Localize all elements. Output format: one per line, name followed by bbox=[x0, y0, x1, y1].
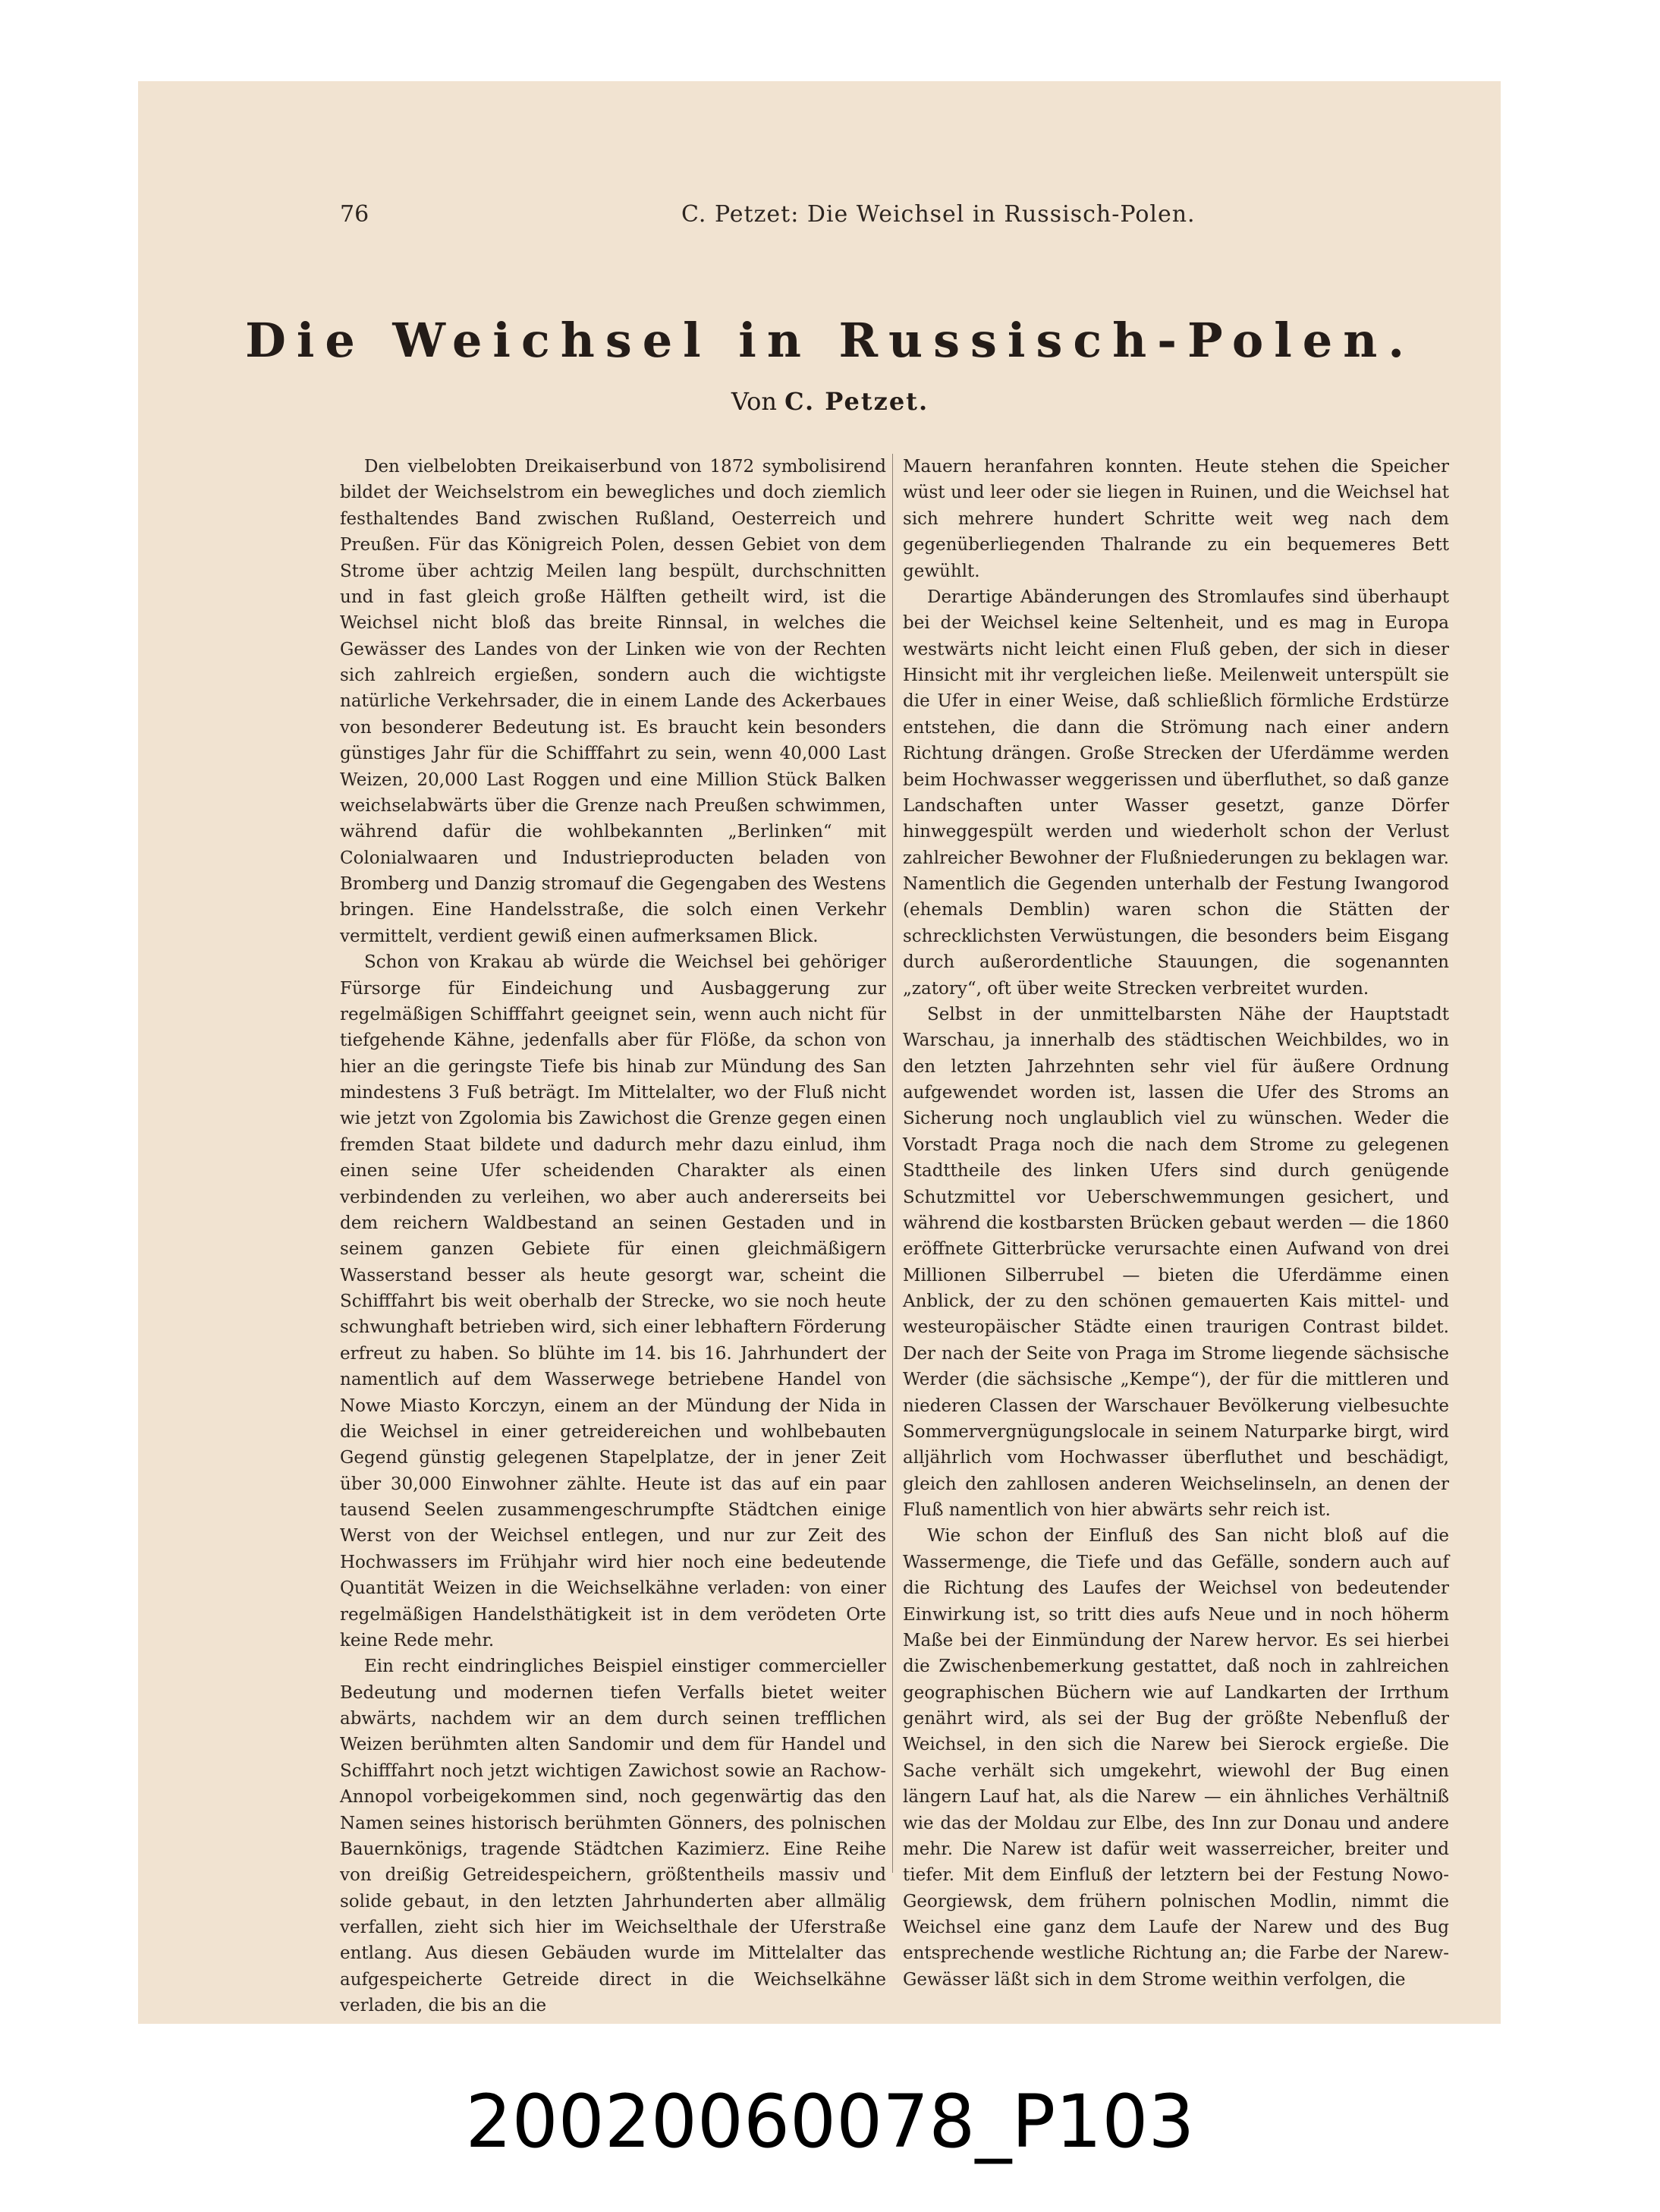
paragraph: Den vielbelobten Dreikaiserbund von 1872 symbolisirend bildet der Weichselstrom ein bewegliches und doch ziemlich festhaltendes Band zwischen Rußland, Oesterreich und Preußen. Für das Königreich Polen, dessen Gebiet von dem Strome über achtzig Meilen lang bespült, durchschnitten und in fast gleich große Hälften getheilt wird, ist die Weichsel nicht bloß das breite Rinnsal, in welches die Gewässer des Landes von der Linken wie von der Rechten sich zahlreich ergießen, sondern auch die wichtigste natürliche Verkehrsader, die in einem Lande des Ackerbaues von besonderer Bedeutung ist. Es braucht kein besonders günstiges Jahr für die Schifffahrt zu sein, wenn 40,000 Last Weizen, 20,000 Last Roggen und eine Million Stück Balken weichselabwärts über die Grenze nach Preußen schwimmen, während dafür die wohlbekannten „Berlinken“ mit Colonialwaaren und Industrieproducten beladen von Bromberg und Danzig stromauf die Gegengaben des Westens bringen. Eine Handelsstraße, die solch einen Verkehr vermittelt, verdient gewiß einen aufmerksamen Blick. bbox=[340, 457, 886, 946]
column-divider bbox=[892, 454, 893, 1873]
page-number: 76 bbox=[340, 201, 369, 228]
paragraph: Derartige Abänderungen des Stromlaufes sind überhaupt bei der Weichsel keine Seltenheit, und es mag in Europa westwärts nicht leicht einen Fluß geben, der sich in dieser Hinsicht mit ihr vergleichen ließe. Meilenweit unterspült sie die Ufer in einer Weise, daß schließlich förmliche Erdstürze entstehen, die dann die Strömung nach einer andern Richtung drängen. Große Strecken der Uferdämme werden beim Hochwasser weggerissen und überfluthet, so daß ganze Landschaften unter Wasser gesetzt, ganze Dörfer hinweggespült werden und wiederholt schon der Verlust zahlreicher Bewohner der Flußniederungen zu beklagen war. Namentlich die Gegenden unterhalb der Festung Iwangorod (ehemals Demblin) waren schon die Stätten der schrecklichsten Verwüstungen, die besonders beim Eisgang durch außerordentliche Stauungen, die sogenannten „zatory“, oft über weite Strecken verbreitet wurden. bbox=[903, 587, 1449, 999]
right-column bbox=[903, 454, 1449, 1990]
paragraph: Mauern heranfahren konnten. Heute stehen die Speicher wüst und leer oder sie liegen in Ruinen, und die Weichsel hat sich mehrere hundert Schritte weit weg nach dem gegenüberliegenden Thalrande zu ein bequemeres Bett gewühlt. bbox=[903, 457, 1449, 581]
paragraph: Schon von Krakau ab würde die Weichsel bei gehöriger Fürsorge für Eindeichung und Ausbaggerung zur regelmäßigen Schifffahrt geeignet sein, wenn auch nicht für tiefgehende Kähne, jedenfalls aber für Flöße, da schon von hier an die geringste Tiefe bis hinab zur Mündung des San mindestens 3 Fuß beträgt. Im Mittelalter, wo der Fluß nicht wie jetzt von Zgolomia bis Zawichost die Grenze gegen einen fremden Staat bildete und dadurch mehr dazu einlud, ihm einen seine Ufer scheidenden Charakter als einen verbindenden zu verleihen, wo aber auch andererseits bei dem reichern Waldbestand an seinen Gestaden und in seinem ganzen Gebiete für einen gleichmäßigern Wasserstand besser als heute gesorgt war, scheint die Schifffahrt bis weit oberhalb der Strecke, wo sie noch heute schwunghaft betrieben wird, sich einer lebhaftern Förderung erfreut zu haben. So blühte im 14. bis 16. Jahrhundert der namentlich auf dem Wasserwege betriebene Handel von Nowe Miasto Korczyn, einem an der Mündung der Nida in die Weichsel in einer getreidereichen und wohlbebauten Gegend günstig gelegenen Stapelplatze, der in jener Zeit über 30,000 Einwohner zählte. Heute ist das auf ein paar tausend Seelen zusammengeschrumpfte Städtchen einige Werst von der Weichsel entlegen, und nur zur Zeit des Hochwassers im Frühjahr wird hier noch eine bedeutende Quantität Weizen in die Weichselkähne verladen: von einer regelmäßigen Handelsthätigkeit ist in dem verödeten Orte keine Rede mehr. bbox=[340, 952, 886, 1650]
byline-author: C. Petzet. bbox=[784, 387, 929, 416]
article-title: Die Weichsel in Russisch-Polen. bbox=[245, 313, 1415, 368]
left-column bbox=[340, 454, 886, 2016]
image-id-caption: 20020060078_P103 bbox=[465, 2079, 1195, 2164]
paragraph: Selbst in der unmittelbarsten Nähe der Hauptstadt Warschau, ja innerhalb des städtischen Weichbildes, wo in den letzten Jahrzehnten sehr viel für äußere Ordnung aufgewendet worden ist, lassen die Ufer des Stroms an Sicherung noch unglaublich viel zu wünschen. Weder die Vorstadt Praga noch die nach dem Strome zu gelegenen Stadttheile des linken Ufers sind durch genügende Schutzmittel vor Ueberschwemmungen gesichert, und während die kostbarsten Brücken gebaut werden — die 1860 eröffnete Gitterbrücke verursachte einen Aufwand von drei Millionen Silberrubel — bieten die Uferdämme einen Anblick, der zu den schönen gemauerten Kais mittel- und westeuropäischer Städte einen traurigen Contrast bildet. Der nach der Seite von Praga im Strome liegende sächsische Werder (die sächsische „Kempe“), der für die mittleren und niederen Classen der Warschauer Bevölkerung vielbesuchte Sommervergnügungslocale in seinem Naturparke birgt, wird alljährlich vom Hochwasser überfluthet und beschädigt, gleich den zahllosen anderen Weichselinseln, an denen der Fluß namentlich von hier abwärts sehr reich ist. bbox=[903, 1004, 1449, 1520]
byline-prefix: Von bbox=[731, 387, 777, 416]
byline bbox=[0, 387, 1660, 416]
paragraph: Wie schon der Einfluß des San nicht bloß auf die Wassermenge, die Tiefe und das Gefälle, sondern auch auf die Richtung des Laufes der Weichsel von bedeutender Einwirkung ist, so tritt dies aufs Neue und in noch höherm Maße bei der Einmündung der Narew hervor. Es sei hierbei die Zwischenbemerkung gestattet, daß noch in zahlreichen geographischen Büchern wie auf Landkarten der Irrthum genährt wird, als sei der Bug der größte Nebenfluß der Weichsel, in den sich die Narew bei Sierock ergieße. Die Sache verhält sich umgekehrt, wiewohl der Bug einen längern Lauf hat, als die Narew — ein ähnliches Verhältniß wie das der Moldau zur Elbe, des Inn zur Donau und andere mehr. Die Narew ist dafür weit wasserreicher, breiter und tiefer. Mit dem Einfluß der letztern bei der Festung Nowo-Georgiewsk, dem frühern polnischen Modlin, nimmt die Weichsel eine ganz dem Laufe der Narew und des Bug entsprechende westliche Richtung an; die Farbe der Narew-Gewässer läßt sich in dem Strome weithin verfolgen, die bbox=[903, 1526, 1449, 1990]
running-head: C. Petzet: Die Weichsel in Russisch-Polen. bbox=[681, 201, 1196, 228]
paragraph: Ein recht eindringliches Beispiel einstiger commercieller Bedeutung und modernen tiefen Verfalls bietet weiter abwärts, nachdem wir an dem durch seinen trefflichen Weizen berühmten alten Sandomir und dem für Handel und Schifffahrt noch jetzt wichtigen Zawichost sowie an Rachow-Annopol vorbeigekommen sind, noch gegenwärtig das den Namen seines historisch berühmten Gönners, des polnischen Bauernkönigs, tragende Städtchen Kazimierz. Eine Reihe von dreißig Getreidespeichern, größtentheils massiv und solide gebaut, in den letzten Jahrhunderten aber allmälig verfallen, zieht sich hier im Weichselthale der Uferstraße entlang. Aus diesen Gebäuden wurde im Mittelalter das aufgespeicherte Getreide direct in die Weichselkähne verladen, die bis an die bbox=[340, 1657, 886, 2016]
